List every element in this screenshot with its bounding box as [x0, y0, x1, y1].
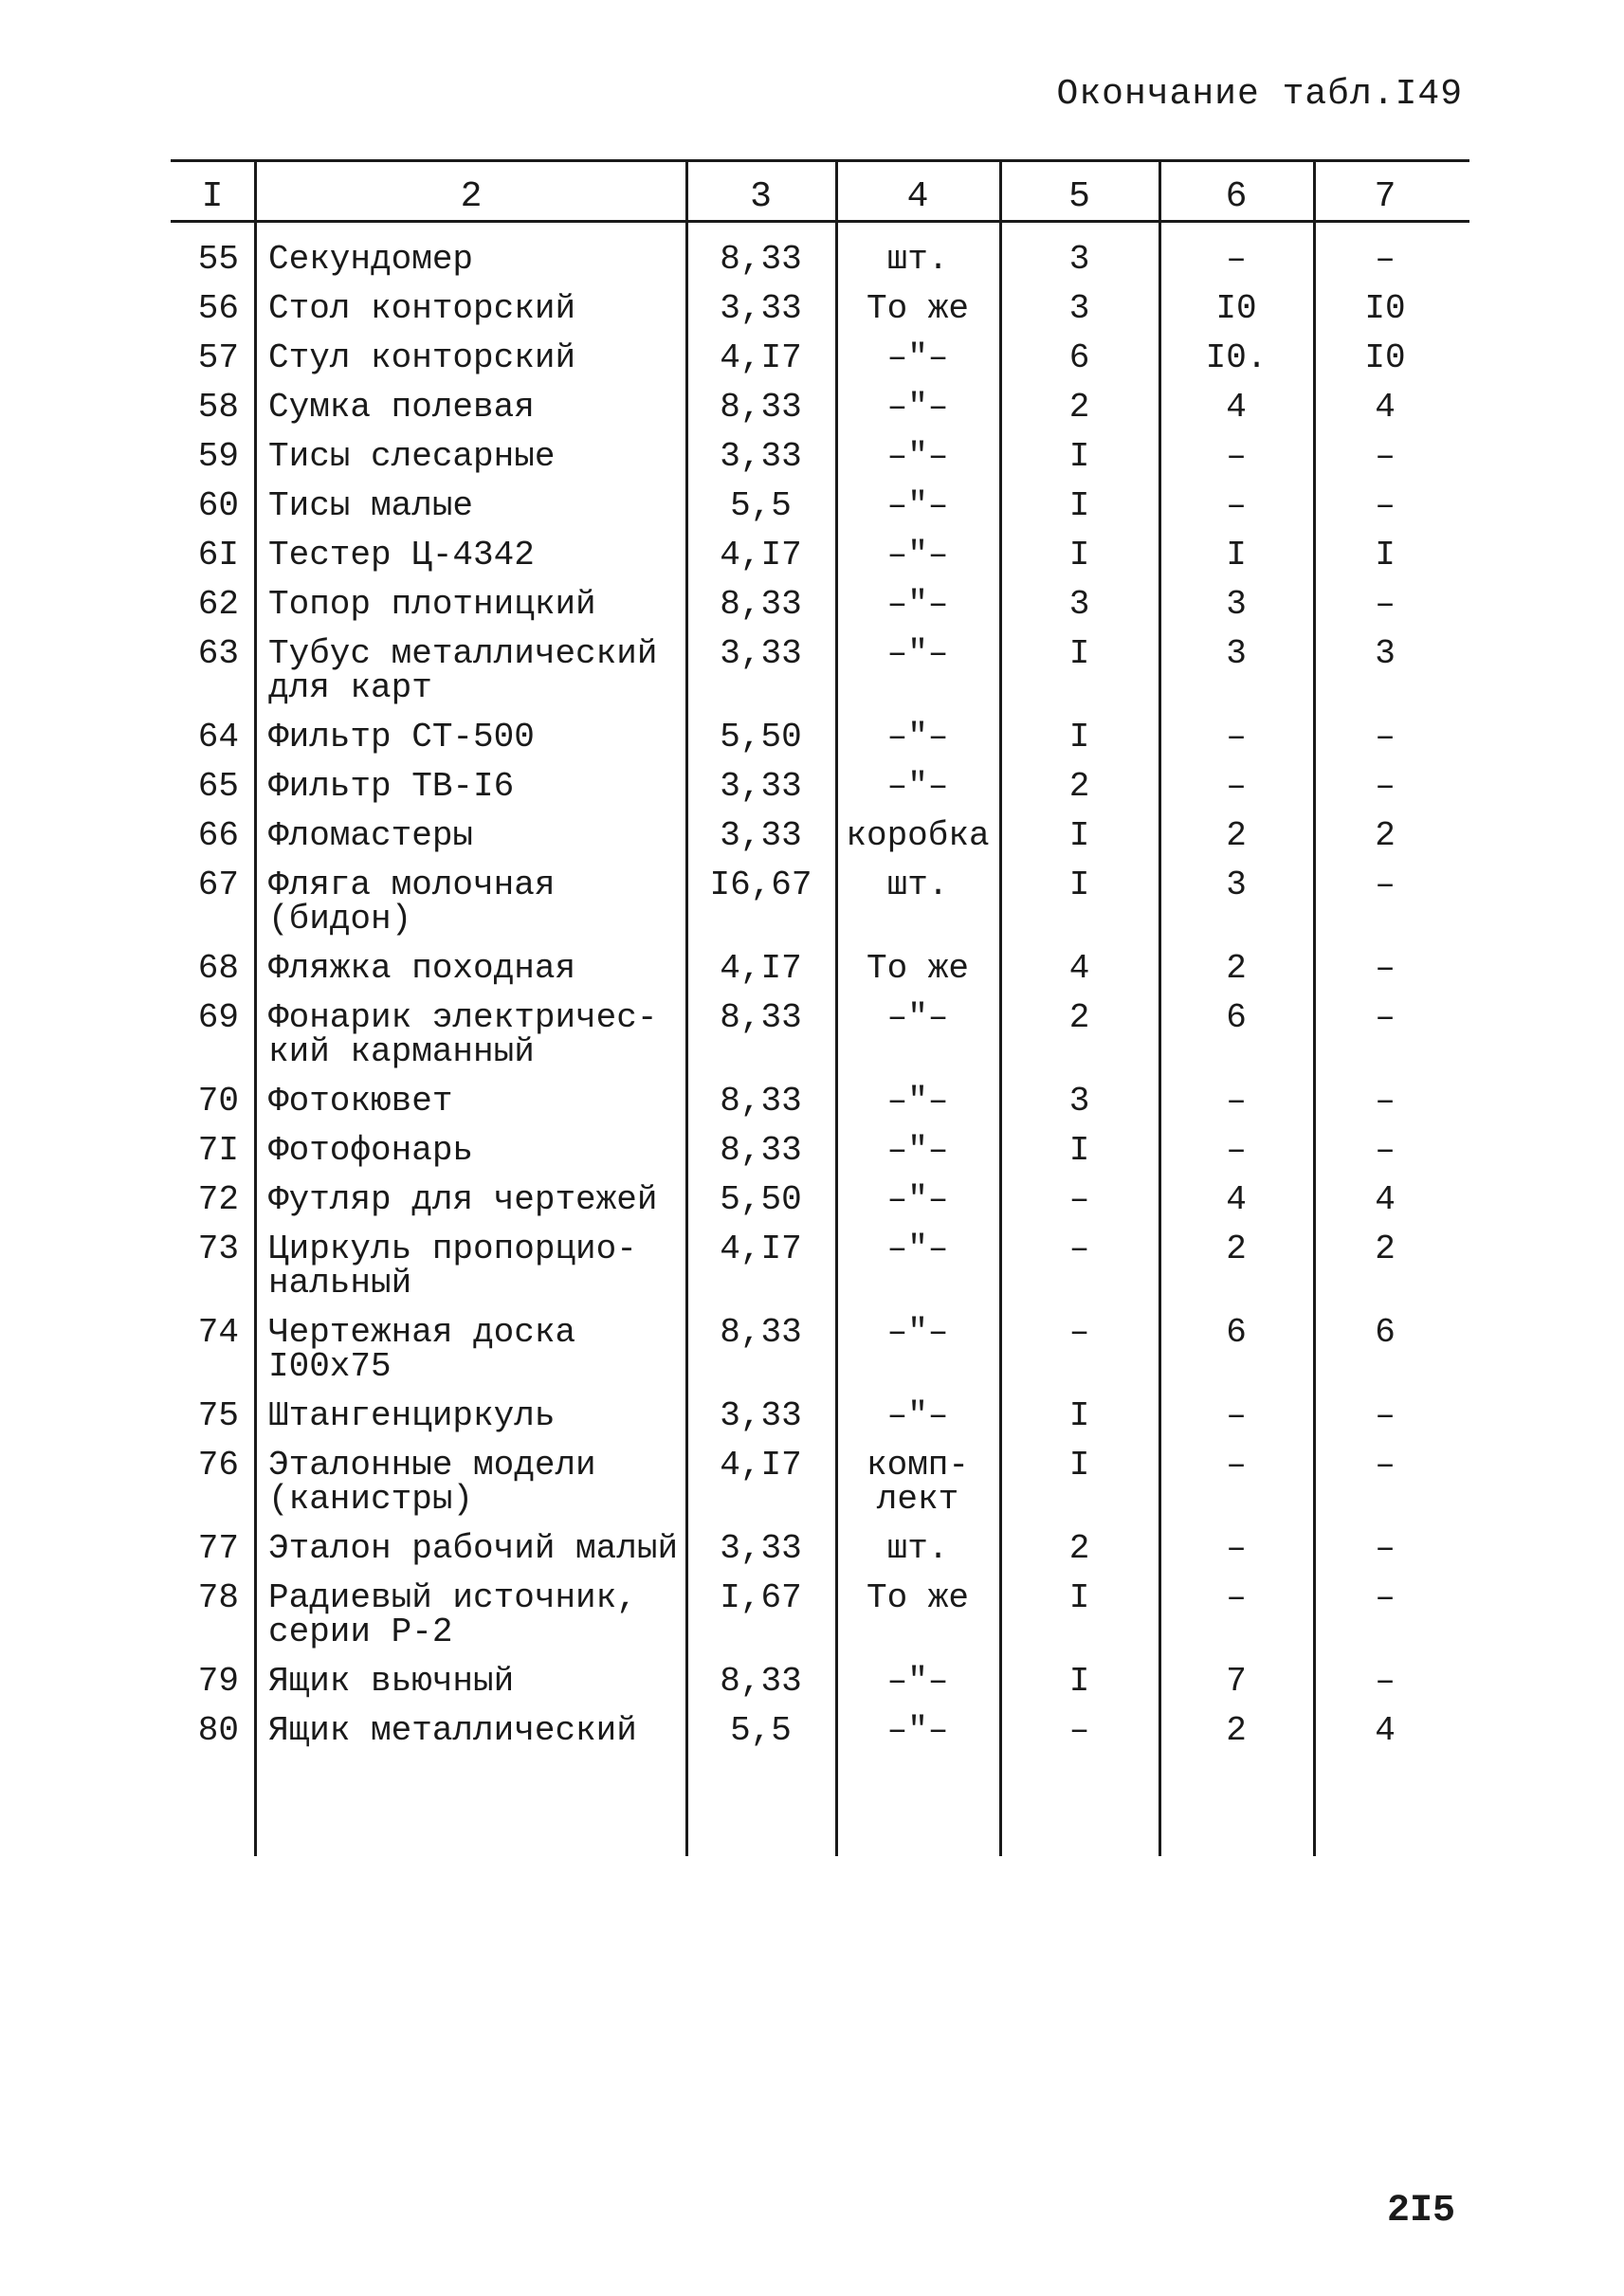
row-number: 6I [197, 536, 239, 574]
cell-col4: –"– [886, 1313, 949, 1352]
cell-col3: 3,33 [720, 816, 802, 855]
item-name: Тубус металлический для карт [268, 634, 658, 707]
cell-col4: –"– [886, 388, 949, 427]
cell-col5: 2 [1068, 388, 1090, 427]
cell-col5: I [1068, 866, 1090, 904]
cell-col6: – [1226, 1396, 1247, 1435]
cell-col7: – [1375, 718, 1396, 756]
column-divider [254, 159, 257, 1856]
cell-col5: 3 [1068, 585, 1090, 624]
cell-col3: 4,I7 [720, 1230, 802, 1268]
cell-col7: 4 [1375, 388, 1396, 427]
cell-col7: 6 [1375, 1313, 1396, 1352]
cell-col5: 4 [1068, 949, 1090, 988]
cell-col7: 4 [1375, 1180, 1396, 1219]
cell-col6: 3 [1226, 634, 1247, 673]
cell-col7: – [1375, 437, 1396, 476]
cell-col3: 4,I7 [720, 949, 802, 988]
cell-col6: 7 [1226, 1662, 1247, 1701]
cell-col5: I [1068, 634, 1090, 673]
item-name: Эталонные модели (канистры) [268, 1446, 596, 1519]
item-name: Радиевый источник, серии Р-2 [268, 1578, 637, 1651]
column-header: 6 [1225, 176, 1248, 217]
cell-col3: I6,67 [709, 866, 812, 904]
cell-col3: 5,50 [720, 1180, 802, 1219]
cell-col4: То же [866, 1578, 970, 1617]
cell-col5: 2 [1068, 1529, 1090, 1568]
row-number: 66 [197, 816, 239, 855]
cell-col5: 3 [1068, 240, 1090, 279]
item-name: Секундомер [268, 240, 474, 279]
cell-col7: – [1375, 1131, 1396, 1170]
equipment-table [171, 159, 1469, 1866]
item-name: Циркуль пропорцио- нальный [268, 1230, 637, 1303]
row-number: 80 [197, 1711, 239, 1750]
cell-col3: 8,33 [720, 1131, 802, 1170]
page-number: 2I5 [1386, 2190, 1455, 2232]
row-number: 62 [197, 585, 239, 624]
item-name: Фляга молочная (бидон) [268, 866, 556, 938]
cell-col6: – [1226, 240, 1247, 279]
row-number: 74 [197, 1313, 239, 1352]
cell-col7: I [1375, 536, 1396, 574]
cell-col7: – [1375, 949, 1396, 988]
cell-col5: – [1068, 1230, 1090, 1268]
cell-col3: 4,I7 [720, 1446, 802, 1485]
row-number: 75 [197, 1396, 239, 1435]
row-number: 79 [197, 1662, 239, 1701]
cell-col3: 3,33 [720, 437, 802, 476]
cell-col4: –"– [886, 338, 949, 377]
cell-col7: – [1375, 1082, 1396, 1121]
cell-col6: – [1226, 767, 1247, 806]
cell-col3: 4,I7 [720, 536, 802, 574]
cell-col5: – [1068, 1711, 1090, 1750]
item-name: Стул конторский [268, 338, 576, 377]
cell-col5: I [1068, 1131, 1090, 1170]
row-number: 76 [197, 1446, 239, 1485]
item-name: Чертежная доска I00х75 [268, 1313, 576, 1386]
cell-col5: I [1068, 1446, 1090, 1485]
cell-col5: I [1068, 437, 1090, 476]
cell-col4: То же [866, 949, 970, 988]
cell-col7: – [1375, 585, 1396, 624]
cell-col6: 2 [1226, 1230, 1247, 1268]
cell-col3: 8,33 [720, 585, 802, 624]
cell-col3: I,67 [720, 1578, 802, 1617]
column-header: 7 [1374, 176, 1396, 217]
cell-col6: 6 [1226, 998, 1247, 1037]
item-name: Фотофонарь [268, 1131, 474, 1170]
cell-col5: I [1068, 486, 1090, 525]
cell-col3: 8,33 [720, 388, 802, 427]
cell-col6: I0. [1205, 338, 1268, 377]
item-name: Тисы малые [268, 486, 474, 525]
cell-col6: – [1226, 718, 1247, 756]
cell-col7: – [1375, 1578, 1396, 1617]
cell-col6: I0 [1215, 289, 1257, 328]
cell-col4: –"– [886, 1230, 949, 1268]
cell-col7: – [1375, 1396, 1396, 1435]
cell-col5: – [1068, 1180, 1090, 1219]
item-name: Сумка полевая [268, 388, 535, 427]
cell-col6: – [1226, 1082, 1247, 1121]
item-name: Футляр для чертежей [268, 1180, 658, 1219]
cell-col5: 3 [1068, 1082, 1090, 1121]
item-name: Ящик металлический [268, 1711, 637, 1750]
cell-col7: 2 [1375, 1230, 1396, 1268]
row-number: 58 [197, 388, 239, 427]
cell-col4: –"– [886, 634, 949, 673]
cell-col6: – [1226, 1446, 1247, 1485]
cell-col6: 4 [1226, 388, 1247, 427]
cell-col6: – [1226, 1131, 1247, 1170]
cell-col4: –"– [886, 1082, 949, 1121]
cell-col7: I0 [1364, 338, 1406, 377]
cell-col4: –"– [886, 585, 949, 624]
cell-col5: – [1068, 1313, 1090, 1352]
item-name: Фломастеры [268, 816, 474, 855]
cell-col6: – [1226, 437, 1247, 476]
column-header: 2 [460, 176, 483, 217]
row-number: 68 [197, 949, 239, 988]
cell-col4: –"– [886, 718, 949, 756]
cell-col6: 3 [1226, 866, 1247, 904]
cell-col3: 3,33 [720, 1529, 802, 1568]
cell-col7: – [1375, 866, 1396, 904]
cell-col5: 3 [1068, 289, 1090, 328]
column-header: 4 [906, 176, 929, 217]
item-name: Фильтр ТВ-I6 [268, 767, 515, 806]
item-name: Тисы слесарные [268, 437, 556, 476]
cell-col4: комп- лект [866, 1446, 970, 1519]
cell-col4: –"– [886, 1662, 949, 1701]
row-number: 55 [197, 240, 239, 279]
row-number: 72 [197, 1180, 239, 1219]
cell-col3: 8,33 [720, 240, 802, 279]
cell-col6: 2 [1226, 1711, 1247, 1750]
cell-col7: 2 [1375, 816, 1396, 855]
row-number: 56 [197, 289, 239, 328]
cell-col5: 6 [1068, 338, 1090, 377]
cell-col3: 3,33 [720, 634, 802, 673]
table-header-rule [171, 220, 1469, 223]
cell-col7: I0 [1364, 289, 1406, 328]
cell-col6: I [1226, 536, 1247, 574]
cell-col3: 5,50 [720, 718, 802, 756]
item-name: Тестер Ц-4342 [268, 536, 535, 574]
row-number: 67 [197, 866, 239, 904]
cell-col3: 8,33 [720, 1662, 802, 1701]
cell-col3: 8,33 [720, 1082, 802, 1121]
item-name: Фонарик электричес- кий карманный [268, 998, 658, 1071]
cell-col4: коробка [846, 816, 990, 855]
row-number: 73 [197, 1230, 239, 1268]
column-header: 3 [750, 176, 772, 217]
item-name: Ящик вьючный [268, 1662, 515, 1701]
cell-col4: То же [866, 289, 970, 328]
cell-col4: –"– [886, 536, 949, 574]
cell-col4: –"– [886, 1180, 949, 1219]
cell-col6: 2 [1226, 816, 1247, 855]
row-number: 7I [197, 1131, 239, 1170]
cell-col6: – [1226, 1529, 1247, 1568]
cell-col5: I [1068, 1578, 1090, 1617]
row-number: 63 [197, 634, 239, 673]
cell-col3: 5,5 [730, 1711, 792, 1750]
cell-col4: –"– [886, 998, 949, 1037]
cell-col5: I [1068, 1396, 1090, 1435]
cell-col3: 4,I7 [720, 338, 802, 377]
item-name: Фляжка походная [268, 949, 576, 988]
cell-col7: 3 [1375, 634, 1396, 673]
cell-col7: 4 [1375, 1711, 1396, 1750]
cell-col7: – [1375, 998, 1396, 1037]
item-name: Стол конторский [268, 289, 576, 328]
cell-col4: –"– [886, 486, 949, 525]
cell-col6: 4 [1226, 1180, 1247, 1219]
cell-col5: I [1068, 536, 1090, 574]
cell-col5: I [1068, 1662, 1090, 1701]
cell-col5: I [1068, 816, 1090, 855]
item-name: Фильтр СТ-500 [268, 718, 535, 756]
cell-col4: шт. [886, 240, 949, 279]
item-name: Штангенциркуль [268, 1396, 556, 1435]
row-number: 78 [197, 1578, 239, 1617]
cell-col7: – [1375, 767, 1396, 806]
cell-col5: 2 [1068, 767, 1090, 806]
item-name: Фотокювет [268, 1082, 453, 1121]
table-continuation-caption: Окончание табл.I49 [1056, 74, 1463, 115]
item-name: Эталон рабочий малый [268, 1529, 679, 1568]
cell-col4: –"– [886, 1131, 949, 1170]
item-name: Топор плотницкий [268, 585, 596, 624]
cell-col6: – [1226, 1578, 1247, 1617]
cell-col4: –"– [886, 437, 949, 476]
cell-col7: – [1375, 486, 1396, 525]
row-number: 64 [197, 718, 239, 756]
cell-col5: I [1068, 718, 1090, 756]
cell-col5: 2 [1068, 998, 1090, 1037]
cell-col7: – [1375, 1529, 1396, 1568]
cell-col4: –"– [886, 1396, 949, 1435]
row-number: 59 [197, 437, 239, 476]
cell-col3: 3,33 [720, 1396, 802, 1435]
cell-col6: 3 [1226, 585, 1247, 624]
column-header: I [201, 176, 224, 217]
row-number: 65 [197, 767, 239, 806]
column-header: 5 [1068, 176, 1090, 217]
cell-col3: 8,33 [720, 998, 802, 1037]
cell-col4: шт. [886, 866, 949, 904]
cell-col3: 5,5 [730, 486, 792, 525]
cell-col4: шт. [886, 1529, 949, 1568]
cell-col3: 3,33 [720, 289, 802, 328]
cell-col7: – [1375, 240, 1396, 279]
cell-col6: 6 [1226, 1313, 1247, 1352]
cell-col6: 2 [1226, 949, 1247, 988]
cell-col4: –"– [886, 767, 949, 806]
row-number: 70 [197, 1082, 239, 1121]
cell-col3: 8,33 [720, 1313, 802, 1352]
row-number: 69 [197, 998, 239, 1037]
cell-col7: – [1375, 1662, 1396, 1701]
row-number: 77 [197, 1529, 239, 1568]
cell-col3: 3,33 [720, 767, 802, 806]
row-number: 57 [197, 338, 239, 377]
row-number: 60 [197, 486, 239, 525]
table-top-rule [171, 159, 1469, 162]
cell-col6: – [1226, 486, 1247, 525]
cell-col4: –"– [886, 1711, 949, 1750]
cell-col7: – [1375, 1446, 1396, 1485]
